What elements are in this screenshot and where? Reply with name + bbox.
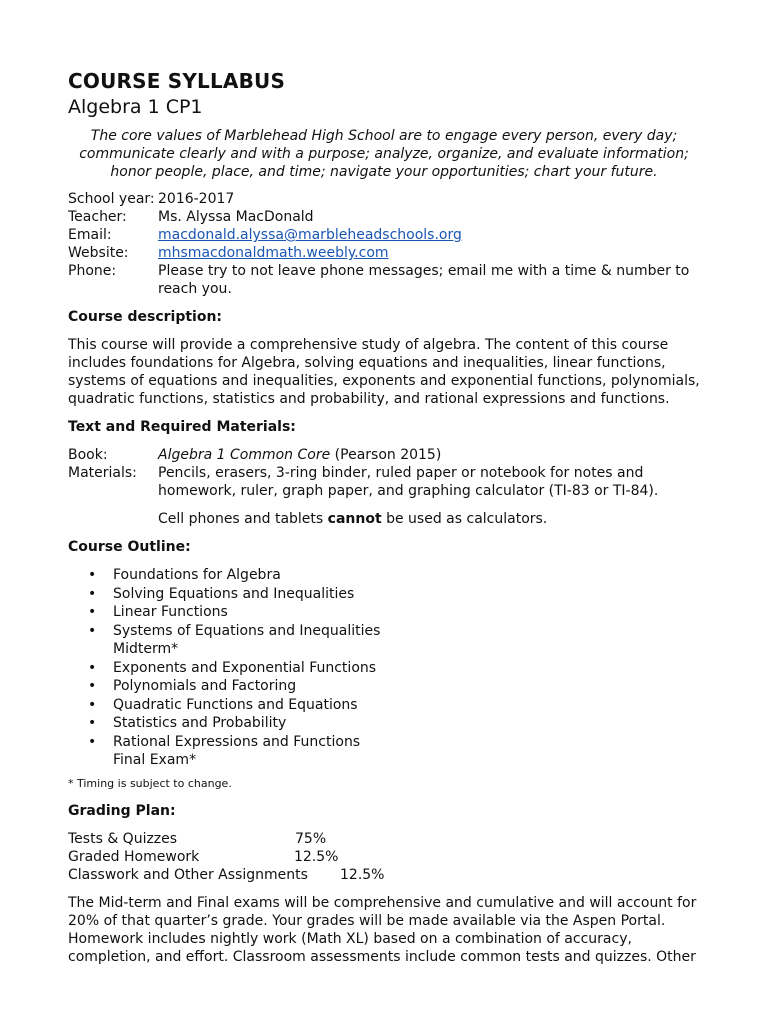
grade-category: Tests & Quizzes [68,830,178,847]
mission-statement: The core values of Marblehead High School are to engage every person, every day; communicate clearly and with a purpose; analyze, organize, and evaluate information; honor people, place, and time; navigate your opportunities; chart your future. [79,128,689,180]
materials-heading: Text and Required Materials: [68,419,296,435]
outline-item [68,603,700,622]
bullet-icon: • [88,715,97,731]
outline-item-text: Statistics and Probability [113,715,287,731]
outline-item-text: Systems of Equations and Inequalities [113,622,381,639]
bullet-icon: • [88,604,97,620]
book-label: Book: [68,447,108,463]
school-year-row [68,190,700,208]
phone-row [68,262,700,298]
grade-row [68,866,700,884]
bullet-icon: • [88,585,97,602]
bullet-icon: • [88,733,97,750]
policy-text-start: Cell phones and tablets [158,511,328,527]
website-link[interactable]: mhsmacdonaldmath.weebly.com [158,245,389,261]
grade-row [68,830,700,848]
exam-marker: Midterm* [113,641,179,657]
materials-label: Materials: [68,465,137,481]
grading-table [68,830,700,884]
materials-row [68,464,700,500]
course-description-text: This course will provide a comprehensive study of algebra. The content of this course includes foundations for Algebra, solving equations and inequalities, linear functions, systems of equations and inequalities, exponents and exponential functions, polynomials, quadratic functions, statistics and probability, and rational expressions and functions. [68,337,700,407]
teacher-row [68,208,700,226]
outline-item-text: Quadratic Functions and Equations [113,696,358,713]
book-value [158,446,700,464]
grade-category: Graded Homework [68,848,200,865]
outline-item-text: Rational Expressions and Functions [113,733,361,750]
outline-item [68,696,700,715]
email-label: Email: [68,227,112,243]
bullet-icon: • [88,696,97,713]
document-title: COURSE SYLLABUS [68,69,286,93]
book-publisher: (Pearson 2015) [330,447,442,463]
grade-weight: 12.5% [294,848,339,865]
policy-text-end: be used as calculators. [381,511,548,527]
teacher-label: Teacher: [68,209,127,225]
outline-item-text: Foundations for Algebra [113,567,281,583]
outline-item [68,659,700,678]
school-year-value: 2016-2017 [158,191,235,207]
outline-item [68,714,700,733]
bullet-icon: • [88,678,97,694]
outline-item [68,566,700,585]
outline-item-text: Linear Functions [113,604,228,620]
outline-item-text: Exponents and Exponential Functions [113,659,377,676]
outline-item [68,622,700,659]
bullet-icon: • [88,622,97,639]
bullet-icon: • [88,659,97,676]
calculator-policy [158,510,700,528]
grade-row [68,848,700,866]
outline-item [68,585,700,604]
phone-label: Phone: [68,263,117,279]
timing-note: * Timing is subject to change. [68,776,232,790]
outline-item-text: Solving Equations and Inequalities [113,585,355,602]
email-link[interactable]: macdonald.alyssa@marbleheadschools.org [158,227,462,243]
course-outline-list [68,566,700,770]
email-row [68,226,700,244]
outline-item [68,733,700,770]
grade-category: Classwork and Other Assignments [68,866,308,883]
teacher-value: Ms. Alyssa MacDonald [158,209,314,225]
book-row [68,446,700,464]
outline-item-text: Polynomials and Factoring [113,678,297,694]
phone-value: Please try to not leave phone messages; email me with a time & number to reach you. [158,263,690,297]
grading-details: The Mid-term and Final exams will be comprehensive and cumulative and will account for 20% of that quarter’s grade. Your grades will be made available via the Aspen Portal. Homework includes nightly work (Math XL) based on a combination of accuracy, completion, and effort. Classroom assessments include common tests and quizzes. Other [68,894,697,965]
exam-marker: Final Exam* [113,752,197,768]
course-name: Algebra 1 CP1 [68,96,203,118]
grade-weight: 12.5% [340,866,385,883]
book-title: Algebra 1 Common Core [158,447,331,463]
grade-weight: 75% [295,830,327,847]
course-info [68,190,700,298]
materials-value: Pencils, erasers, 3-ring binder, ruled paper or notebook for notes and homework, ruler, graph paper, and graphing calculator (TI-83 or TI-84). [158,465,659,499]
outline-item [68,677,700,696]
website-label: Website: [68,245,129,261]
course-description-heading: Course description: [68,309,223,325]
school-year-label: School year: [68,191,155,207]
grading-plan-heading: Grading Plan: [68,802,176,819]
website-row [68,244,700,262]
policy-emphasis: cannot [327,511,382,527]
bullet-icon: • [88,567,97,583]
course-outline-heading: Course Outline: [68,539,191,555]
